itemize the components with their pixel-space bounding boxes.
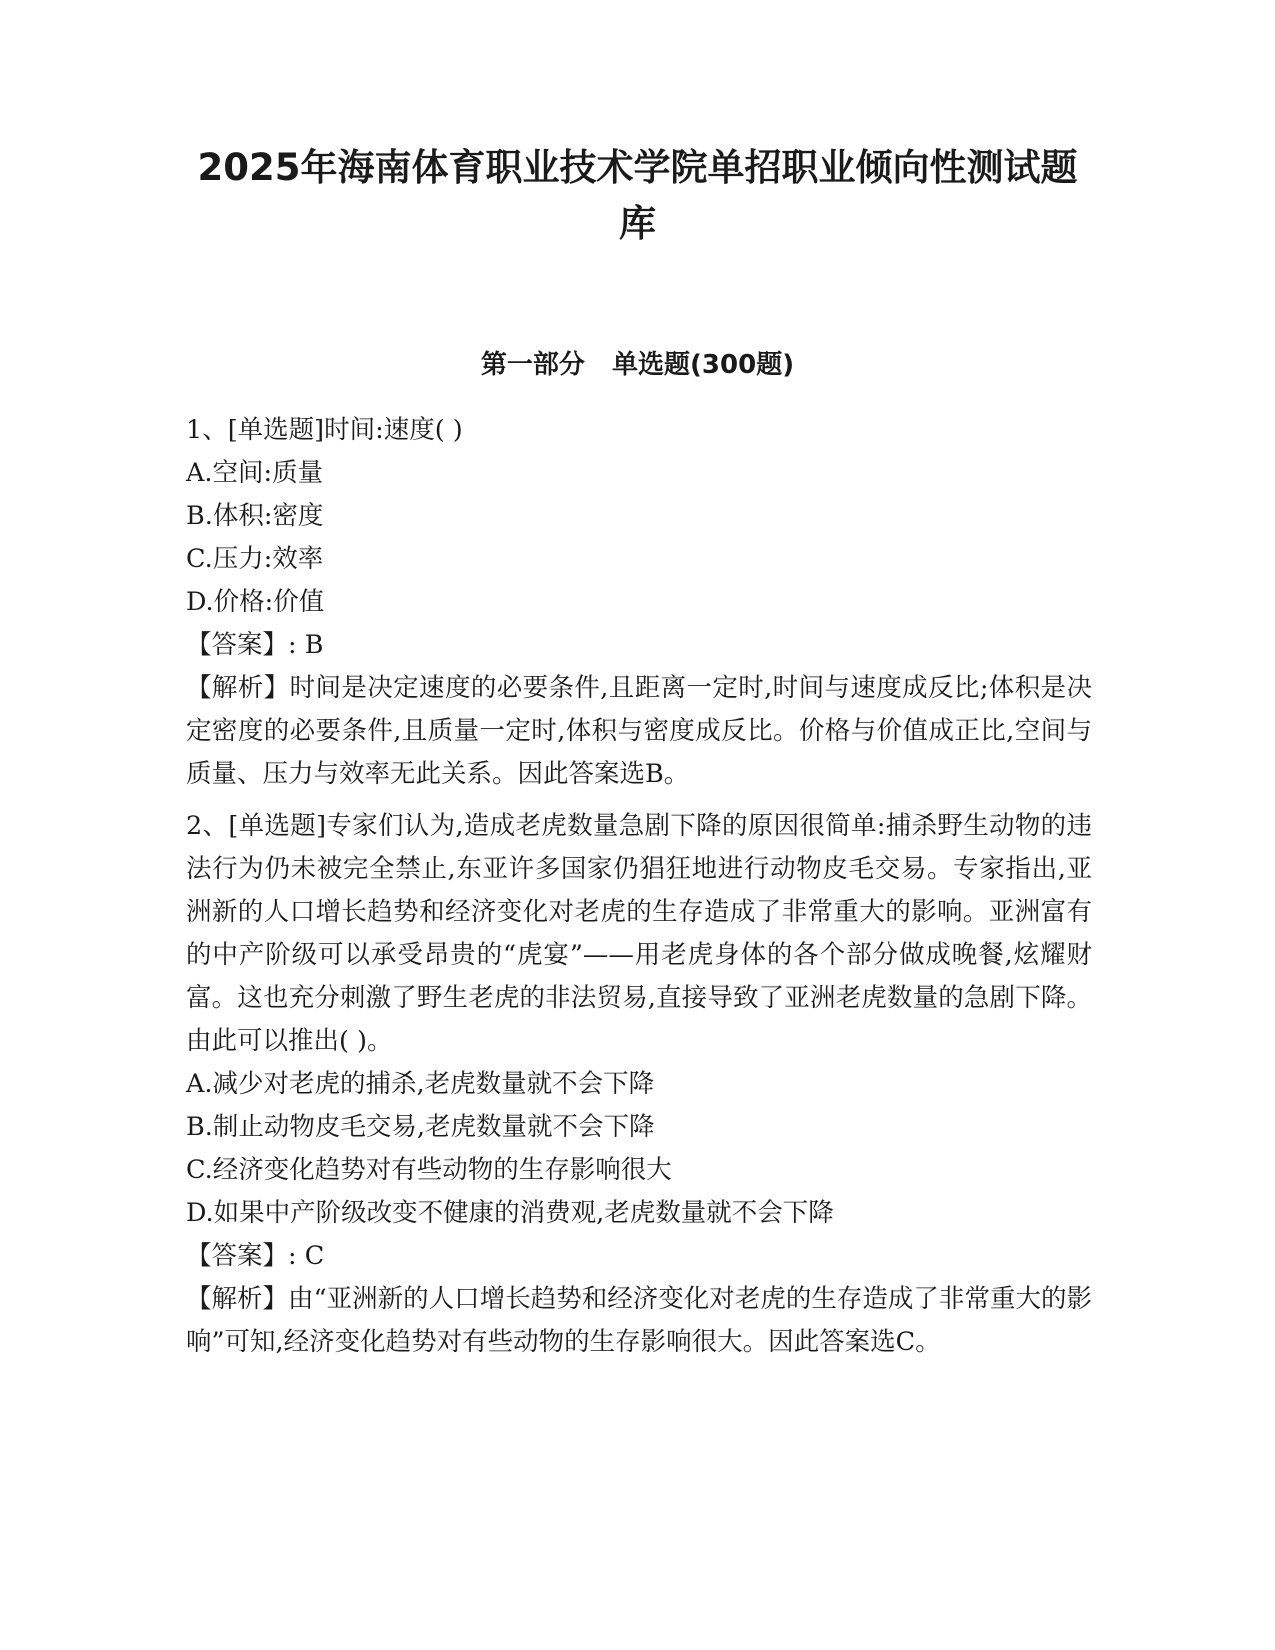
answer: 【答案】: C <box>186 1241 325 1271</box>
question-list <box>186 409 1092 1364</box>
option-c: C.经济变化趋势对有些动物的生存影响很大 <box>186 1155 672 1185</box>
option-b: B.体积:密度 <box>186 501 324 531</box>
option-d: D.价格:价值 <box>186 587 325 617</box>
analysis: 【解析】由“亚洲新的人口增长趋势和经济变化对老虎的生存造成了非常重大的影响”可知,经济变化趋势对有些动物的生存影响很大。因此答案选C。 <box>186 1284 1092 1357</box>
option-a: A.空间:质量 <box>186 458 324 488</box>
analysis: 【解析】时间是决定速度的必要条件,且距离一定时,时间与速度成反比;体积是决定密度的必要条件,且质量一定时,体积与密度成反比。价格与价值成正比,空间与质量、压力与效率无此关系。因此答案选B。 <box>186 673 1092 789</box>
question-stem: 2、[单选题]专家们认为,造成老虎数量急剧下降的原因很简单:捕杀野生动物的违法行为仍未被完全禁止,东亚许多国家仍猖狂地进行动物皮毛交易。专家指出,亚洲新的人口增长趋势和经济变化对老虎的生存造成了非常重大的影响。亚洲富有的中产阶级可以承受昂贵的“虎宴”——用老虎身体的各个部分做成晚餐,炫耀财富。这也充分刺激了野生老虎的非法贸易,直接导致了亚洲老虎数量的急剧下降。由此可以推出( )。 <box>186 811 1092 1056</box>
answer: 【答案】: B <box>186 630 324 660</box>
question-spacer <box>186 796 1092 805</box>
option-d: D.如果中产阶级改变不健康的消费观,老虎数量就不会下降 <box>186 1198 834 1228</box>
option-a: A.减少对老虎的捕杀,老虎数量就不会下降 <box>186 1069 655 1099</box>
question-2 <box>186 805 1092 1364</box>
option-b: B.制止动物皮毛交易,老虎数量就不会下降 <box>186 1112 655 1142</box>
section-heading: 第一部分 单选题(300题) <box>480 350 795 380</box>
document-title: 2025年海南体育职业技术学院单招职业倾向性测试题库 <box>197 146 1078 245</box>
option-c: C.压力:效率 <box>186 544 324 574</box>
question-1 <box>186 409 1092 796</box>
question-stem: 1、[单选题]时间:速度( ) <box>186 415 463 445</box>
